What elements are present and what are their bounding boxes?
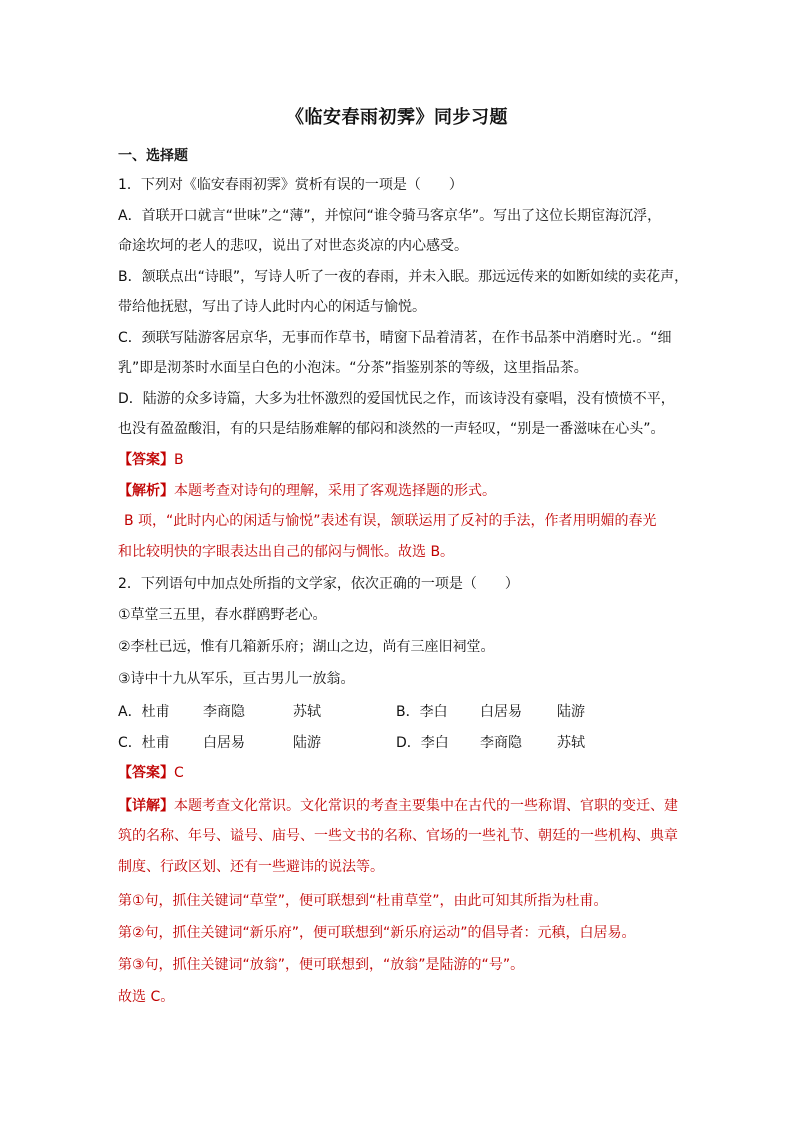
- option-d-item-3: 苏轼: [557, 735, 585, 751]
- answer-value: C: [174, 765, 184, 781]
- question-2-detail-line-7: 故选 C。: [118, 989, 175, 1005]
- question-1-analysis: [118, 481, 496, 501]
- question-2-stem: 2．下列语句中加点处所指的文学家，依次正确的一项是（ ）: [118, 576, 519, 592]
- question-1-option-a-cont: 命途坎坷的老人的悲叹，说出了对世态炎凉的内心感受。: [118, 238, 468, 254]
- option-a-item-1: A．杜甫: [118, 704, 170, 720]
- option-d-item-1: D．李白: [396, 735, 449, 751]
- section-heading: 一、选择题: [118, 148, 188, 164]
- question-2-sentence-3: ③诗中十九从军乐，亘古男儿一放翁。: [118, 671, 355, 687]
- answer-label: 【答案】: [118, 452, 174, 468]
- question-2-detail-line-4: 第①句，抓住关键词“草堂”，便可联想到“杜甫草堂”，由此可知其所指为杜甫。: [118, 893, 608, 909]
- option-d-item-2: 李商隐: [480, 735, 522, 751]
- analysis-label: 【解析】: [118, 483, 174, 499]
- detail-label: 【详解】: [118, 798, 174, 814]
- question-1-option-b-cont: 带给他抚慰，写出了诗人此时内心的闲适与愉悦。: [118, 299, 426, 315]
- option-c-item-1: C．杜甫: [118, 735, 170, 751]
- question-1-option-a: A．首联开口就言“世味”之“薄”，并惊问“谁令骑马客京华”。写出了这位长期宦海沉浮，: [118, 208, 662, 224]
- option-c-item-2: 白居易: [203, 735, 245, 751]
- question-1-analysis-line-2: B 项，“此时内心的闲适与愉悦”表述有误，颔联运用了反衬的手法，作者用明媚的春光: [124, 513, 657, 529]
- question-1-option-d: D．陆游的众多诗篇，大多为壮怀激烈的爱国忧民之作，而该诗没有豪唱，没有愤愤不平，: [118, 391, 675, 407]
- option-a-item-3: 苏轼: [293, 704, 321, 720]
- option-b-item-2: 白居易: [480, 704, 522, 720]
- option-a-item-2: 李商隐: [203, 704, 245, 720]
- answer-label: 【答案】: [118, 765, 174, 781]
- question-1-answer: [118, 450, 184, 470]
- option-b-item-3: 陆游: [557, 704, 585, 720]
- option-b-item-1: B．李白: [396, 704, 448, 720]
- question-2-sentence-1: ①草堂三五里，春水群鸥野老心。: [118, 607, 327, 623]
- analysis-text: 本题考查对诗句的理解，采用了客观选择题的形式。: [174, 483, 496, 499]
- question-2-detail: [118, 796, 678, 816]
- detail-text: 本题考查文化常识。文化常识的考查主要集中在古代的一些称谓、官职的变迁、建: [174, 798, 678, 814]
- option-c-item-3: 陆游: [293, 735, 321, 751]
- question-2-detail-line-3: 制度、行政区划、还有一些避讳的说法等。: [118, 859, 384, 875]
- question-2-detail-line-6: 第③句，抓住关键词“放翁”，便可联想到，“放翁”是陆游的“号”。: [118, 957, 525, 973]
- question-2-answer: [118, 763, 184, 783]
- question-1-stem: 1．下列对《临安春雨初霁》赏析有误的一项是（ ）: [118, 177, 463, 193]
- document-title: 《临安春雨初霁》同步习题: [286, 107, 508, 128]
- question-1-analysis-line-3: 和比较明快的字眼表达出自己的郁闷与惆怅。故选 B。: [118, 544, 455, 560]
- question-1-option-c-cont: 乳”即是沏茶时水面呈白色的小泡沫。“分茶”指鉴别茶的等级，这里指品茶。: [118, 360, 588, 376]
- question-1-option-d-cont: 也没有盈盈酸泪，有的只是结肠难解的郁闷和淡然的一声轻叹，“别是一番滋味在心头”。: [118, 421, 665, 437]
- question-2-sentence-2: ②李杜已远，惟有几箱新乐府；湖山之边，尚有三座旧祠堂。: [118, 639, 495, 655]
- question-1-option-c: C．颈联写陆游客居京华，无事而作草书，晴窗下品着清茗，在作书品茶中消磨时光.。“细: [118, 330, 672, 346]
- question-1-option-b: B．颔联点出“诗眼”，写诗人听了一夜的春雨，并未入眠。那远远传来的如断如续的卖花声，: [118, 269, 689, 285]
- answer-value: B: [174, 452, 184, 468]
- question-2-detail-line-2: 筑的名称、年号、谥号、庙号、一些文书的名称、官场的一些礼节、朝廷的一些机构、典章: [118, 828, 678, 844]
- question-2-detail-line-5: 第②句，抓住关键词“新乐府”，便可联想到“新乐府运动”的倡导者：元稹，白居易。: [118, 925, 636, 941]
